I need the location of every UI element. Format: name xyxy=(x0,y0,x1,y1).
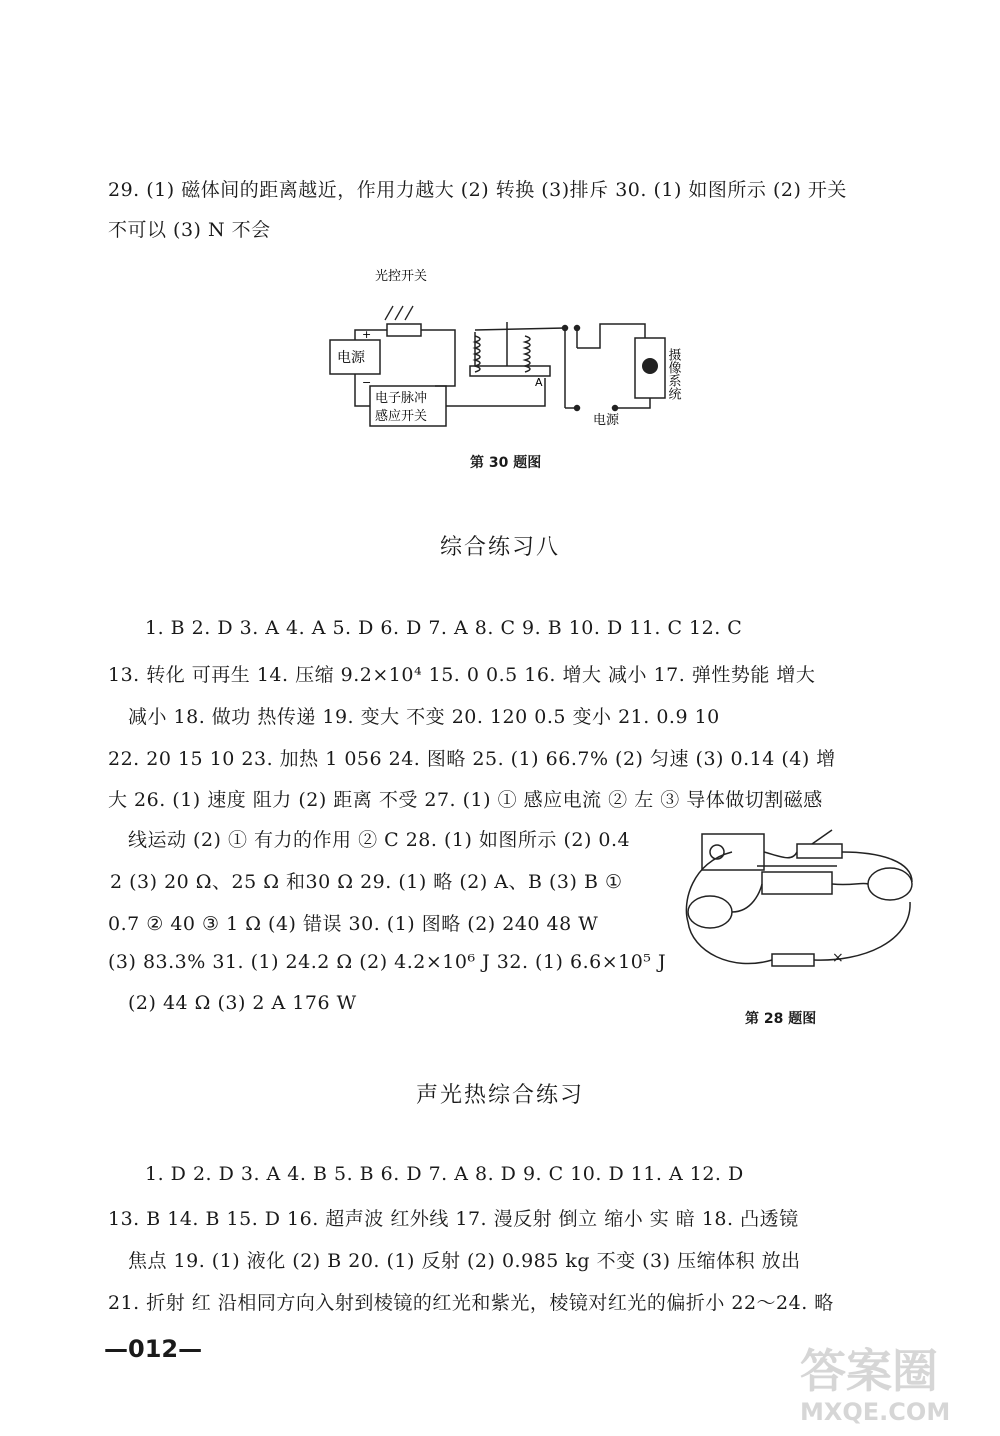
answer-line: 大 26. (1) 速度 阻力 (2) 距离 不受 27. (1) ① 感应电流 ② 左 ③ 导体做切割磁感 xyxy=(108,789,823,811)
figure-30-caption: 第 30 题图 xyxy=(470,455,542,471)
answer-line: 29. (1) 磁体间的距离越近，作用力越大 (2) 转换 (3)排斥 30. (1) 如图所示 (2) 开关 xyxy=(108,179,847,201)
resistor xyxy=(772,954,814,966)
section-title: 综合练习八 xyxy=(439,535,560,560)
rheostat xyxy=(762,872,832,894)
figure-28-caption: 第 28 题图 xyxy=(745,1011,817,1027)
answer-line: 22. 20 15 10 23. 加热 1 056 24. 图略 25. (1) 66.7% (2) 匀速 (3) 0.14 (4) 增 xyxy=(108,748,836,770)
answer-line: (3) 83.3% 31. (1) 24.2 Ω (2) 4.2×10⁶ J 32. (1) 6.6×10⁵ J xyxy=(108,951,667,973)
answer-line: 21. 折射 红 沿相同方向入射到棱镜的红光和紫光，棱镜对红光的偏折小 22～24. 略 xyxy=(108,1292,834,1314)
power-supply xyxy=(702,834,764,870)
section-title: 声光热综合练习 xyxy=(415,1083,584,1108)
answer-line: 0.7 ② 40 ③ 1 Ω (4) 错误 30. (1) 图略 (2) 240 48 W xyxy=(108,913,599,935)
contact-a-label: A xyxy=(535,376,543,389)
answer-line: 13. 转化 可再生 14. 压缩 9.2×10⁴ 15. 0 0.5 16. 增大 减小 17. 弹性势能 增大 xyxy=(108,664,816,686)
figure-30-circuit xyxy=(325,258,705,438)
figure-28-circuit xyxy=(672,822,927,1012)
minus-label: − xyxy=(362,376,372,389)
answer-line: 不可以 (3) N 不会 xyxy=(108,219,271,241)
watermark-url: MXQE.COM xyxy=(800,1398,951,1426)
answer-line: 焦点 19. (1) 液化 (2) B 20. (1) 反射 (2) 0.985 kg 不变 (3) 压缩体积 放出 xyxy=(128,1250,801,1272)
power-right-label: 电源 xyxy=(593,413,620,428)
voltmeter xyxy=(868,868,912,900)
light-switch-resistor xyxy=(387,324,421,336)
svg-text:×: × xyxy=(832,950,844,966)
camera-label: 摄像系统 xyxy=(665,348,681,400)
answer-line: 1. B 2. D 3. A 4. A 5. D 6. D 7. A 8. C 9. B 10. D 11. C 12. C xyxy=(145,617,743,639)
page-number: —012— xyxy=(104,1335,203,1363)
switch xyxy=(797,844,842,858)
pulse-switch-label-2: 感应开关 xyxy=(375,409,428,424)
answer-line: 1. D 2. D 3. A 4. B 5. B 6. D 7. A 8. D 9. C 10. D 11. A 12. D xyxy=(145,1163,744,1185)
camera-icon xyxy=(642,358,658,374)
power-left-label: 电源 xyxy=(337,350,365,366)
answer-line: (2) 44 Ω (3) 2 A 176 W xyxy=(128,992,357,1014)
watermark-logo: 答案圈 xyxy=(800,1344,938,1398)
answer-line: 13. B 14. B 15. D 16. 超声波 红外线 17. 漫反射 倒立 缩小 实 暗 18. 凸透镜 xyxy=(108,1208,799,1230)
plus-label: + xyxy=(362,328,372,341)
answer-line: 减小 18. 做功 热传递 19. 变大 不变 20. 120 0.5 变小 21. 0.9 10 xyxy=(128,706,720,728)
ammeter xyxy=(688,896,732,928)
pulse-switch-label-1: 电子脉冲 xyxy=(375,391,428,406)
light-switch-label: 光控开关 xyxy=(375,269,428,284)
answer-line: 线运动 (2) ① 有力的作用 ② C 28. (1) 如图所示 (2) 0.4 xyxy=(128,829,631,851)
answer-line: 2 (3) 20 Ω、25 Ω 和30 Ω 29. (1) 略 (2) A、B (3) B ① xyxy=(110,871,623,893)
